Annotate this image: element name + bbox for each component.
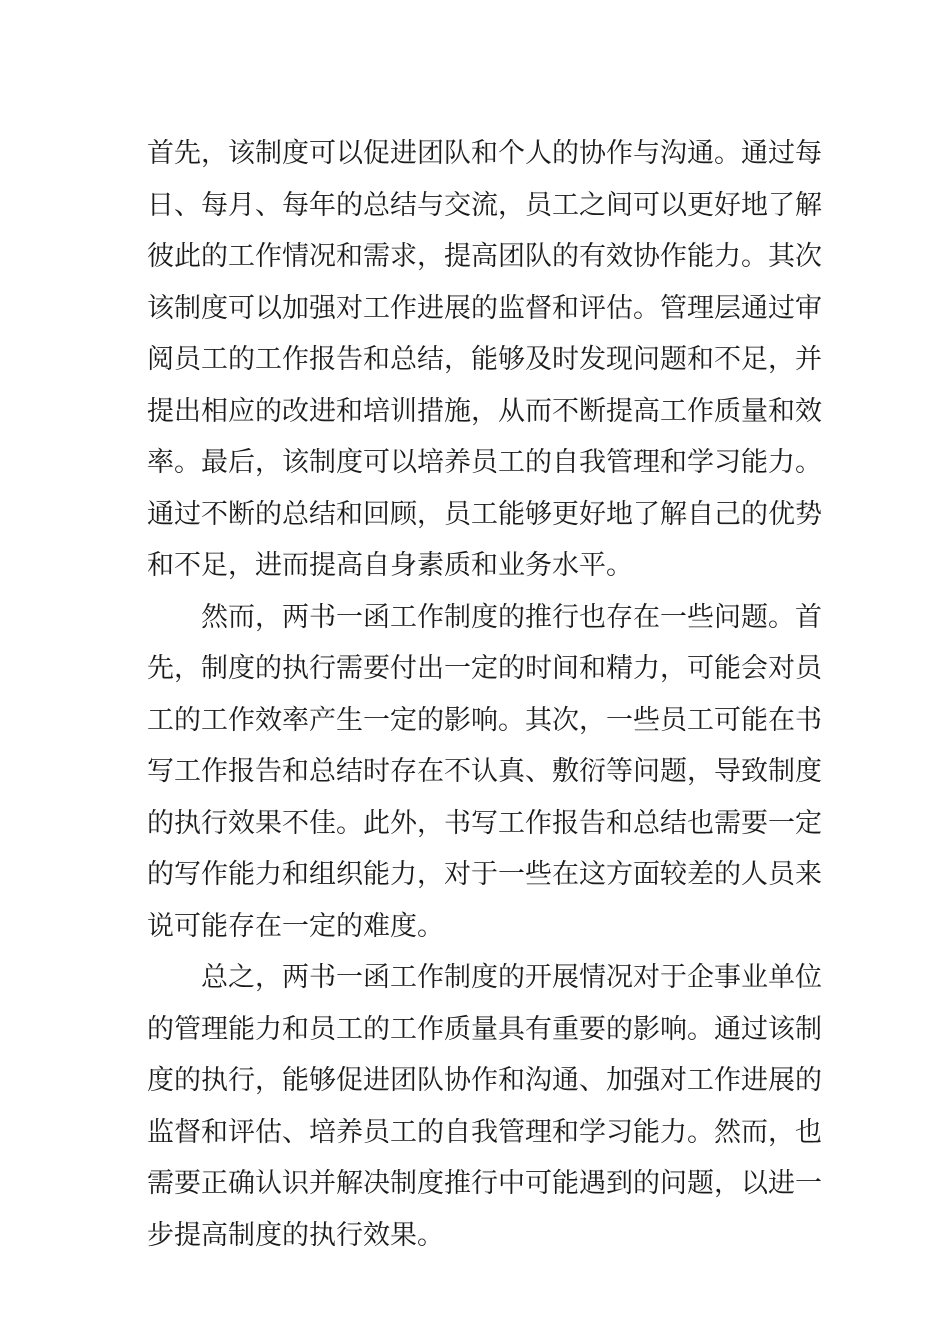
text-line: 监督和评估、培养员工的自我管理和学习能力。然而，也 <box>147 1116 822 1148</box>
text-line: 通过不断的总结和回顾，员工能够更好地了解自己的优势 <box>147 498 822 530</box>
text-line: 提出相应的改进和培训措施，从而不断提高工作质量和效 <box>147 395 822 427</box>
text-line: 该制度可以加强对工作进展的监督和评估。管理层通过审 <box>147 292 822 324</box>
paragraph-1 <box>147 128 822 592</box>
text-line: 的管理能力和员工的工作质量具有重要的影响。通过该制 <box>147 1013 822 1045</box>
text-line: 然而，两书一函工作制度的推行也存在一些问题。首 <box>201 601 822 633</box>
text-line: 的执行效果不佳。此外，书写工作报告和总结也需要一定 <box>147 807 822 839</box>
text-line: 需要正确认识并解决制度推行中可能遇到的问题，以进一 <box>147 1168 822 1199</box>
text-line: 率。最后，该制度可以培养员工的自我管理和学习能力。 <box>147 447 822 478</box>
text-line: 写工作报告和总结时存在不认真、敷衍等问题，导致制度 <box>147 756 822 787</box>
paragraph-3 <box>147 952 822 1261</box>
text-line: 首先，该制度可以促进团队和个人的协作与沟通。通过每 <box>147 138 822 169</box>
paragraph-2 <box>147 592 822 953</box>
text-line: 的写作能力和组织能力，对于一些在这方面较差的人员来 <box>147 859 822 890</box>
text-line: 和不足，进而提高自身素质和业务水平。 <box>147 550 633 581</box>
text-line: 日、每月、每年的总结与交流，员工之间可以更好地了解 <box>147 189 822 221</box>
text-line: 说可能存在一定的难度。 <box>147 910 444 942</box>
text-line: 阅员工的工作报告和总结，能够及时发现问题和不足，并 <box>147 344 822 375</box>
body-text <box>147 128 822 1261</box>
text-line: 工的工作效率产生一定的影响。其次，一些员工可能在书 <box>147 704 822 736</box>
text-line: 步提高制度的执行效果。 <box>147 1219 444 1251</box>
text-line: 度的执行，能够促进团队协作和沟通、加强对工作进展的 <box>147 1065 822 1096</box>
text-line: 彼此的工作情况和需求，提高团队的有效协作能力。其次 <box>147 241 822 272</box>
text-line: 先，制度的执行需要付出一定的时间和精力，可能会对员 <box>147 653 822 684</box>
text-line: 总之，两书一函工作制度的开展情况对于企事业单位 <box>201 962 822 993</box>
